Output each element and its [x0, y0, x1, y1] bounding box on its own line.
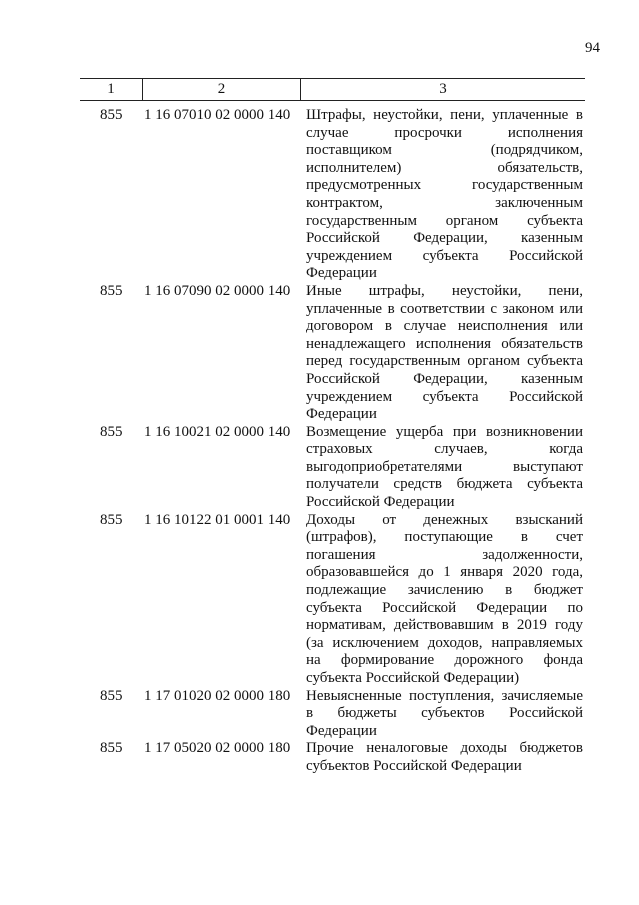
- table-row: [80, 424, 585, 512]
- budget-code: 1 16 07010 02 0000 140: [144, 107, 291, 123]
- budget-code: 1 16 07090 02 0000 140: [144, 282, 291, 299]
- admin-code: 855: [100, 687, 123, 704]
- table-row: [80, 740, 585, 775]
- budget-code: 1 17 05020 02 0000 180: [144, 740, 291, 757]
- admin-code: 855: [100, 107, 123, 123]
- table-body: [80, 107, 585, 776]
- budget-code: 1 16 10122 01 0001 140: [144, 511, 291, 528]
- table-header: [80, 78, 585, 101]
- income-description: Возмещение ущерба при возникновении страховых случаев, когда выгодоприобретателями выступают получатели средств бюджета субъекта Российской Федерации: [306, 423, 583, 511]
- budget-code: 1 16 10021 02 0000 140: [144, 423, 291, 440]
- admin-code: 855: [100, 511, 123, 528]
- header-col-1: 1: [80, 79, 143, 100]
- table-row: [80, 283, 585, 424]
- table-row: [80, 688, 585, 741]
- admin-code: 855: [100, 740, 123, 757]
- header-col-2: 2: [143, 79, 301, 100]
- admin-code: 855: [100, 423, 123, 440]
- budget-code: 1 17 01020 02 0000 180: [144, 687, 291, 704]
- page-number: 94: [585, 40, 600, 56]
- income-description: Прочие неналоговые доходы бюджетов субъектов Российской Федерации: [306, 740, 583, 774]
- income-description: Доходы от денежных взысканий (штрафов), поступающие в счет погашения задолженности, образовавшейся до 1 января 2020 года, подлежащие зачислению в бюджет субъекта Российской Федерации по нормативам, действовавшим в 2019 году (за исключением доходов, направляемых на формирование дорожного фонда субъекта Российской Федерации): [306, 511, 583, 686]
- admin-code: 855: [100, 282, 123, 299]
- income-description: Штрафы, неустойки, пени, уплаченные в случае просрочки исполнения поставщиком (подрядчиком, исполнителем) обязательств, предусмотренных государственным контрактом, заключенным государственным органом субъекта Российской Федерации, казенным учреждением субъекта Российской Федерации: [306, 107, 583, 282]
- income-description: Иные штрафы, неустойки, пени, уплаченные в соответствии с законом или договором в случае неисполнения или ненадлежащего исполнения обязательств перед государственным органом субъекта Российской Федерации, казенным учреждением субъекта Российской Федерации: [306, 282, 583, 423]
- table-row: [80, 107, 585, 283]
- header-col-3: 3: [439, 81, 447, 97]
- income-description: Невыясненные поступления, зачисляемые в бюджеты субъектов Российской Федерации: [306, 687, 583, 739]
- table-row: [80, 512, 585, 688]
